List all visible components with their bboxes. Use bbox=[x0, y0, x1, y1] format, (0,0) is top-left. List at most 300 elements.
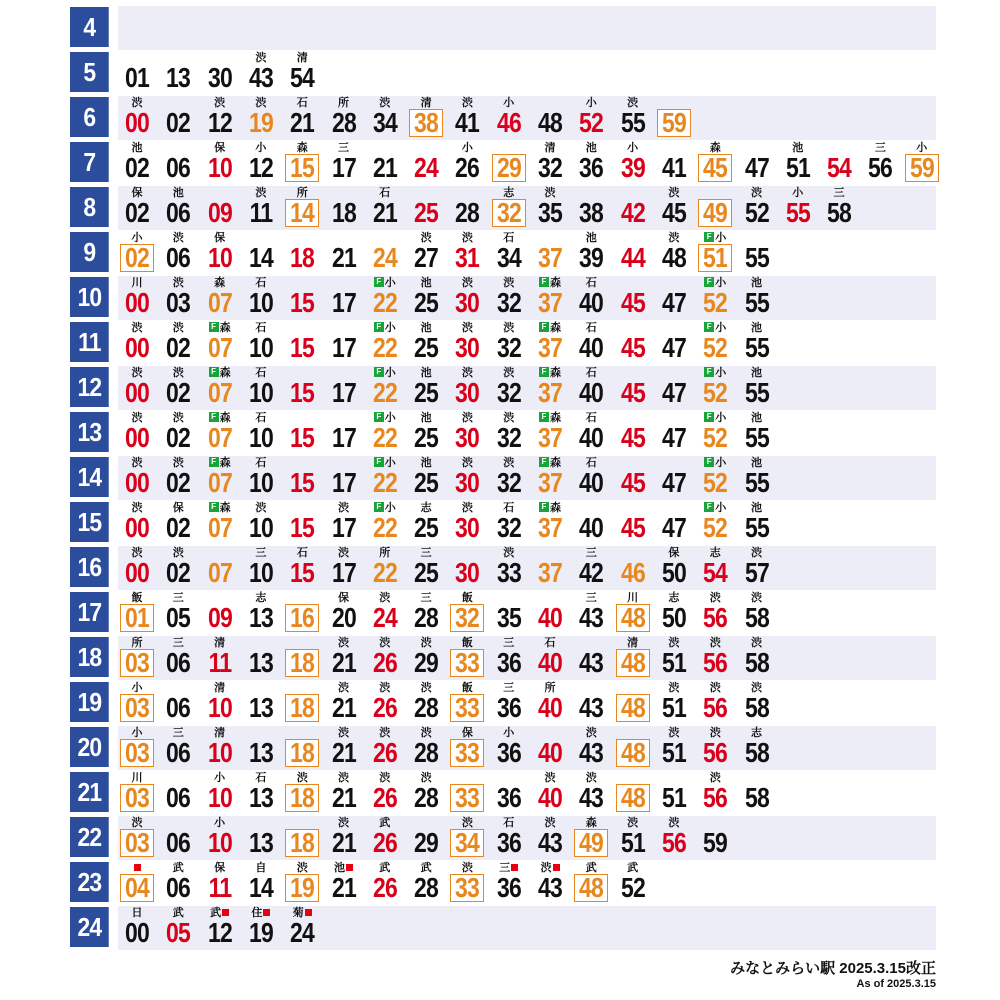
destination-text: 渋 bbox=[627, 817, 639, 829]
destination-text: 池 bbox=[420, 412, 432, 424]
hour-label: 21 bbox=[70, 772, 109, 812]
departure-minute: 33 bbox=[455, 782, 480, 813]
destination-text: 渋 bbox=[461, 817, 473, 829]
hour-label: 11 bbox=[70, 322, 109, 362]
departure bbox=[161, 186, 195, 230]
departure-minute: 48 bbox=[620, 782, 645, 813]
departure-minute: 59 bbox=[661, 107, 686, 138]
departure bbox=[657, 591, 691, 635]
departure bbox=[120, 141, 154, 185]
departure bbox=[244, 231, 278, 275]
destination-text: 渋 bbox=[131, 367, 143, 379]
departure-minute: 10 bbox=[248, 512, 273, 543]
destination-text: 渋 bbox=[544, 817, 556, 829]
destination-text: 渋 bbox=[131, 457, 143, 469]
f-liner-icon: F bbox=[704, 367, 714, 377]
departure bbox=[368, 321, 402, 365]
departure-minute: 06 bbox=[166, 692, 191, 723]
departure bbox=[781, 141, 815, 185]
departure bbox=[327, 501, 361, 545]
departure bbox=[533, 366, 567, 410]
departure bbox=[657, 726, 691, 770]
destination-text: 森 bbox=[550, 322, 561, 334]
departure bbox=[327, 411, 361, 455]
destination-text: 渋 bbox=[461, 322, 473, 334]
destination-text: 渋 bbox=[461, 412, 473, 424]
destination-text: 三 bbox=[255, 547, 267, 559]
hour-label: 5 bbox=[70, 52, 109, 92]
departure bbox=[327, 771, 361, 815]
departure-minute: 13 bbox=[248, 737, 273, 768]
destination-text: 石 bbox=[544, 637, 556, 649]
departure bbox=[285, 186, 319, 230]
timetable bbox=[70, 6, 936, 951]
destination-text: 渋 bbox=[668, 817, 680, 829]
departure bbox=[368, 726, 402, 770]
departure-minute: 25 bbox=[414, 287, 439, 318]
destination-text: 志 bbox=[503, 187, 515, 199]
departure-minute: 18 bbox=[331, 197, 356, 228]
departure bbox=[409, 771, 443, 815]
destination-text: 石 bbox=[255, 367, 267, 379]
departure-minute: 59 bbox=[909, 152, 934, 183]
departure-minute: 28 bbox=[414, 602, 439, 633]
departure-minute: 33 bbox=[496, 557, 521, 588]
hour-row bbox=[70, 96, 936, 141]
departure-minute: 47 bbox=[661, 422, 686, 453]
departure bbox=[203, 96, 237, 140]
destination-text: 渋 bbox=[709, 592, 721, 604]
departure bbox=[285, 501, 319, 545]
departure-minute: 56 bbox=[703, 737, 728, 768]
departure-minute: 36 bbox=[496, 692, 521, 723]
departure bbox=[327, 186, 361, 230]
departure-minute: 55 bbox=[744, 242, 769, 273]
departure-minute: 41 bbox=[661, 152, 686, 183]
departure-minute: 43 bbox=[579, 602, 604, 633]
departure bbox=[740, 546, 774, 590]
hour-row bbox=[70, 816, 936, 861]
departure bbox=[161, 411, 195, 455]
departure bbox=[616, 231, 650, 275]
departure bbox=[244, 636, 278, 680]
departure-minute: 03 bbox=[125, 827, 149, 858]
departure bbox=[327, 231, 361, 275]
departure bbox=[616, 411, 650, 455]
destination-text: 渋 bbox=[379, 637, 391, 649]
departure bbox=[120, 96, 154, 140]
departure bbox=[657, 231, 691, 275]
departure bbox=[698, 681, 732, 725]
departure bbox=[203, 591, 237, 635]
departure bbox=[244, 366, 278, 410]
departure-minute: 22 bbox=[372, 512, 397, 543]
departure-minute: 02 bbox=[166, 422, 191, 453]
departure-minute: 26 bbox=[372, 647, 397, 678]
departure bbox=[492, 861, 526, 905]
destination-text: 清 bbox=[214, 727, 226, 739]
departure bbox=[492, 681, 526, 725]
departure-minute: 52 bbox=[703, 332, 728, 363]
departure-minute: 10 bbox=[207, 827, 232, 858]
departure bbox=[657, 816, 691, 860]
departure-minute: 10 bbox=[207, 152, 232, 183]
departure bbox=[161, 276, 195, 320]
departure bbox=[450, 546, 484, 590]
hour-label: 9 bbox=[70, 232, 109, 272]
destination-text: 三 bbox=[499, 862, 511, 874]
destination-text: 日 bbox=[131, 907, 143, 919]
departure bbox=[450, 276, 484, 320]
departure-minute: 33 bbox=[455, 692, 480, 723]
departure-minute: 06 bbox=[166, 152, 191, 183]
destination-text: 森 bbox=[550, 457, 561, 469]
departure bbox=[740, 321, 774, 365]
departure-minute: 48 bbox=[620, 602, 645, 633]
departure-minute: 07 bbox=[207, 422, 232, 453]
f-liner-icon: F bbox=[539, 412, 549, 422]
hour-row bbox=[70, 906, 936, 951]
departure-minute: 11 bbox=[208, 647, 231, 678]
destination-text: 石 bbox=[585, 412, 597, 424]
destination-text: 渋 bbox=[540, 862, 552, 874]
departure bbox=[409, 96, 443, 140]
departure-minute: 14 bbox=[248, 242, 273, 273]
destination-text: 小 bbox=[461, 142, 473, 154]
departure-minute: 17 bbox=[331, 287, 356, 318]
hour-row bbox=[70, 546, 936, 591]
departure-minute: 37 bbox=[538, 242, 562, 273]
departure bbox=[492, 636, 526, 680]
f-liner-icon: F bbox=[704, 277, 714, 287]
departure-minute: 22 bbox=[372, 332, 397, 363]
departure-minute: 36 bbox=[496, 647, 521, 678]
destination-text: 渋 bbox=[503, 412, 515, 424]
destination-text: 渋 bbox=[503, 322, 515, 334]
departure-minute: 52 bbox=[703, 377, 728, 408]
departure bbox=[616, 861, 650, 905]
departure-minute: 40 bbox=[579, 467, 604, 498]
destination-text: 自 bbox=[255, 862, 267, 874]
departure-minute: 48 bbox=[620, 737, 645, 768]
departure bbox=[450, 681, 484, 725]
destination-text: 石 bbox=[255, 322, 267, 334]
departure-minute: 43 bbox=[248, 62, 273, 93]
departure bbox=[533, 546, 567, 590]
departure bbox=[574, 861, 608, 905]
departure-minute: 02 bbox=[125, 152, 149, 183]
departure-minute: 37 bbox=[538, 557, 562, 588]
departure bbox=[740, 456, 774, 500]
departure-minute: 25 bbox=[414, 512, 439, 543]
departure-minute: 39 bbox=[620, 152, 645, 183]
departure-minute: 22 bbox=[372, 422, 397, 453]
departure bbox=[616, 96, 650, 140]
departure bbox=[657, 456, 691, 500]
departure bbox=[574, 186, 608, 230]
destination-text: 森 bbox=[219, 322, 231, 334]
destination-text: 武 bbox=[210, 907, 222, 919]
departure-minute: 06 bbox=[166, 242, 191, 273]
hour-label: 23 bbox=[70, 862, 109, 902]
departure bbox=[120, 861, 154, 905]
departure-minute: 40 bbox=[579, 377, 604, 408]
departure bbox=[657, 501, 691, 545]
destination-text: 小 bbox=[916, 142, 928, 154]
departure-minute: 10 bbox=[248, 557, 273, 588]
departure bbox=[203, 231, 237, 275]
departure-minute: 55 bbox=[744, 422, 769, 453]
destination-text: 川 bbox=[131, 772, 143, 784]
departure bbox=[327, 726, 361, 770]
departure-minute: 10 bbox=[207, 242, 232, 273]
departure bbox=[285, 96, 319, 140]
departure bbox=[368, 186, 402, 230]
hour-label: 13 bbox=[70, 412, 109, 452]
departure-minute: 46 bbox=[496, 107, 521, 138]
f-liner-icon: F bbox=[704, 322, 714, 332]
departure bbox=[533, 681, 567, 725]
departure-minute: 09 bbox=[207, 197, 232, 228]
hour-row bbox=[70, 276, 936, 321]
departure-minute: 32 bbox=[455, 602, 480, 633]
destination-text: 池 bbox=[792, 142, 804, 154]
departure bbox=[492, 96, 526, 140]
departure bbox=[244, 186, 278, 230]
destination-text: 住 bbox=[251, 907, 263, 919]
f-liner-icon: F bbox=[209, 457, 219, 467]
destination-text: 飯 bbox=[131, 592, 143, 604]
destination-text: 渋 bbox=[172, 367, 184, 379]
departure-minute: 26 bbox=[455, 152, 480, 183]
destination-text: 渋 bbox=[461, 277, 473, 289]
departure-minute: 25 bbox=[414, 332, 439, 363]
departure bbox=[574, 231, 608, 275]
departure bbox=[368, 681, 402, 725]
hour-row bbox=[70, 861, 936, 906]
hour-row bbox=[70, 411, 936, 456]
departure bbox=[657, 771, 691, 815]
departure-minute: 38 bbox=[414, 107, 439, 138]
departure-minute: 02 bbox=[125, 197, 149, 228]
destination-text: 石 bbox=[255, 277, 267, 289]
departure bbox=[244, 276, 278, 320]
departure-minute: 51 bbox=[661, 692, 686, 723]
departure bbox=[574, 96, 608, 140]
destination-text: 保 bbox=[214, 142, 226, 154]
departure-minute: 02 bbox=[166, 557, 191, 588]
departure-minute: 32 bbox=[496, 377, 521, 408]
departure bbox=[533, 771, 567, 815]
departure-minute: 15 bbox=[290, 332, 315, 363]
departure bbox=[657, 321, 691, 365]
destination-text: 渋 bbox=[585, 727, 597, 739]
departure-minute: 58 bbox=[744, 602, 769, 633]
departure-minute: 52 bbox=[703, 512, 728, 543]
f-liner-icon: F bbox=[539, 502, 549, 512]
departure bbox=[327, 546, 361, 590]
destination-text: 三 bbox=[338, 142, 349, 154]
departure bbox=[161, 501, 195, 545]
departure-minute: 00 bbox=[125, 557, 149, 588]
destination-text: 渋 bbox=[751, 187, 762, 199]
destination-text: 三 bbox=[503, 682, 515, 694]
departure bbox=[409, 276, 443, 320]
destination-text: 森 bbox=[214, 277, 226, 289]
departure-minute: 06 bbox=[166, 647, 191, 678]
departure-minute: 16 bbox=[290, 602, 315, 633]
departure-minute: 26 bbox=[372, 692, 397, 723]
departure bbox=[327, 681, 361, 725]
departure bbox=[244, 681, 278, 725]
departure-minute: 47 bbox=[744, 152, 769, 183]
departure bbox=[698, 141, 732, 185]
departure bbox=[740, 636, 774, 680]
departure bbox=[285, 321, 319, 365]
departure bbox=[120, 51, 154, 95]
departure bbox=[657, 636, 691, 680]
station-revision-title: みなとみらい駅 2025.3.15改正 bbox=[730, 960, 936, 977]
departure bbox=[409, 141, 443, 185]
departure bbox=[409, 816, 443, 860]
destination-text: 渋 bbox=[255, 97, 267, 109]
f-liner-icon: F bbox=[374, 322, 384, 332]
departure-minute: 24 bbox=[414, 152, 439, 183]
departure bbox=[616, 456, 650, 500]
departure bbox=[409, 411, 443, 455]
departure-minute: 40 bbox=[538, 602, 562, 633]
departure-minute: 48 bbox=[538, 107, 562, 138]
destination-text: 石 bbox=[255, 457, 267, 469]
destination-text: 石 bbox=[503, 502, 515, 514]
destination-text: 渋 bbox=[379, 97, 391, 109]
departure-minute: 50 bbox=[661, 557, 686, 588]
f-liner-icon: F bbox=[374, 367, 384, 377]
departure-minute: 10 bbox=[207, 737, 232, 768]
departure-minute: 42 bbox=[579, 557, 604, 588]
departure bbox=[492, 726, 526, 770]
departure bbox=[409, 681, 443, 725]
destination-text: 渋 bbox=[503, 547, 515, 559]
destination-text: 渋 bbox=[503, 367, 515, 379]
departure-minute: 06 bbox=[166, 782, 191, 813]
departure bbox=[285, 591, 319, 635]
departure bbox=[368, 816, 402, 860]
departure bbox=[616, 276, 650, 320]
departure-minute: 40 bbox=[579, 287, 604, 318]
departure bbox=[616, 726, 650, 770]
departure-minute: 45 bbox=[661, 197, 686, 228]
departure-minute: 37 bbox=[538, 467, 562, 498]
departure-minute: 00 bbox=[125, 467, 149, 498]
destination-text: 池 bbox=[420, 457, 432, 469]
departure bbox=[740, 141, 774, 185]
departure-minute: 32 bbox=[538, 152, 562, 183]
departure-minute: 06 bbox=[166, 827, 191, 858]
departure bbox=[657, 96, 691, 140]
f-liner-icon: F bbox=[539, 277, 549, 287]
departure bbox=[740, 591, 774, 635]
departure-minute: 36 bbox=[496, 737, 521, 768]
destination-text: 渋 bbox=[255, 187, 267, 199]
destination-text: 小 bbox=[214, 772, 226, 784]
departure bbox=[822, 186, 856, 230]
f-liner-icon: F bbox=[374, 457, 384, 467]
departure-minute: 37 bbox=[538, 512, 562, 543]
departure-minute: 25 bbox=[414, 422, 439, 453]
departure-minute: 20 bbox=[331, 602, 356, 633]
departure bbox=[244, 411, 278, 455]
departure-minute: 56 bbox=[703, 692, 728, 723]
departure bbox=[698, 186, 732, 230]
destination-text: 渋 bbox=[172, 232, 184, 244]
departure-minute: 17 bbox=[331, 377, 356, 408]
departure bbox=[698, 276, 732, 320]
departure-minute: 54 bbox=[703, 557, 728, 588]
destination-text: 渋 bbox=[338, 637, 349, 649]
departure-minute: 32 bbox=[496, 287, 521, 318]
departure-minute: 00 bbox=[125, 422, 149, 453]
departure bbox=[574, 141, 608, 185]
departure-minute: 51 bbox=[785, 152, 810, 183]
departure bbox=[120, 456, 154, 500]
destination-text: 森 bbox=[550, 367, 561, 379]
destination-text: 小 bbox=[131, 682, 143, 694]
departure bbox=[368, 231, 402, 275]
departure bbox=[574, 366, 608, 410]
departure-minute: 54 bbox=[827, 152, 852, 183]
destination-text: 池 bbox=[751, 502, 762, 514]
departure bbox=[533, 726, 567, 770]
destination-text: 小 bbox=[503, 97, 515, 109]
destination-text: 小 bbox=[384, 457, 396, 469]
destination-text: 小 bbox=[792, 187, 804, 199]
destination-text: 三 bbox=[585, 592, 597, 604]
destination-text: 武 bbox=[172, 862, 184, 874]
departure bbox=[161, 636, 195, 680]
departure bbox=[574, 681, 608, 725]
f-liner-icon: F bbox=[374, 277, 384, 287]
departure bbox=[657, 546, 691, 590]
departure bbox=[368, 366, 402, 410]
destination-text: 森 bbox=[296, 142, 308, 154]
destination-text: 志 bbox=[420, 502, 432, 514]
destination-text: 石 bbox=[255, 412, 267, 424]
departure-minute: 02 bbox=[166, 107, 191, 138]
destination-text: 渋 bbox=[461, 457, 473, 469]
destination-text: 飯 bbox=[461, 637, 473, 649]
departure-minute: 17 bbox=[331, 152, 356, 183]
departure-minute: 11 bbox=[208, 872, 231, 903]
departure-minute: 29 bbox=[496, 152, 521, 183]
departure-minute: 56 bbox=[661, 827, 686, 858]
destination-text: 池 bbox=[751, 457, 762, 469]
departure bbox=[368, 141, 402, 185]
departure-minute: 29 bbox=[414, 647, 439, 678]
destination-text: 渋 bbox=[338, 502, 349, 514]
departure bbox=[327, 816, 361, 860]
departure-minute: 24 bbox=[372, 602, 397, 633]
departure bbox=[203, 51, 237, 95]
departure bbox=[203, 681, 237, 725]
destination-text: 渋 bbox=[585, 772, 597, 784]
destination-text: 渋 bbox=[420, 232, 432, 244]
departure bbox=[574, 411, 608, 455]
hour-label: 19 bbox=[70, 682, 109, 722]
departure bbox=[120, 321, 154, 365]
departure bbox=[450, 96, 484, 140]
departure bbox=[657, 411, 691, 455]
